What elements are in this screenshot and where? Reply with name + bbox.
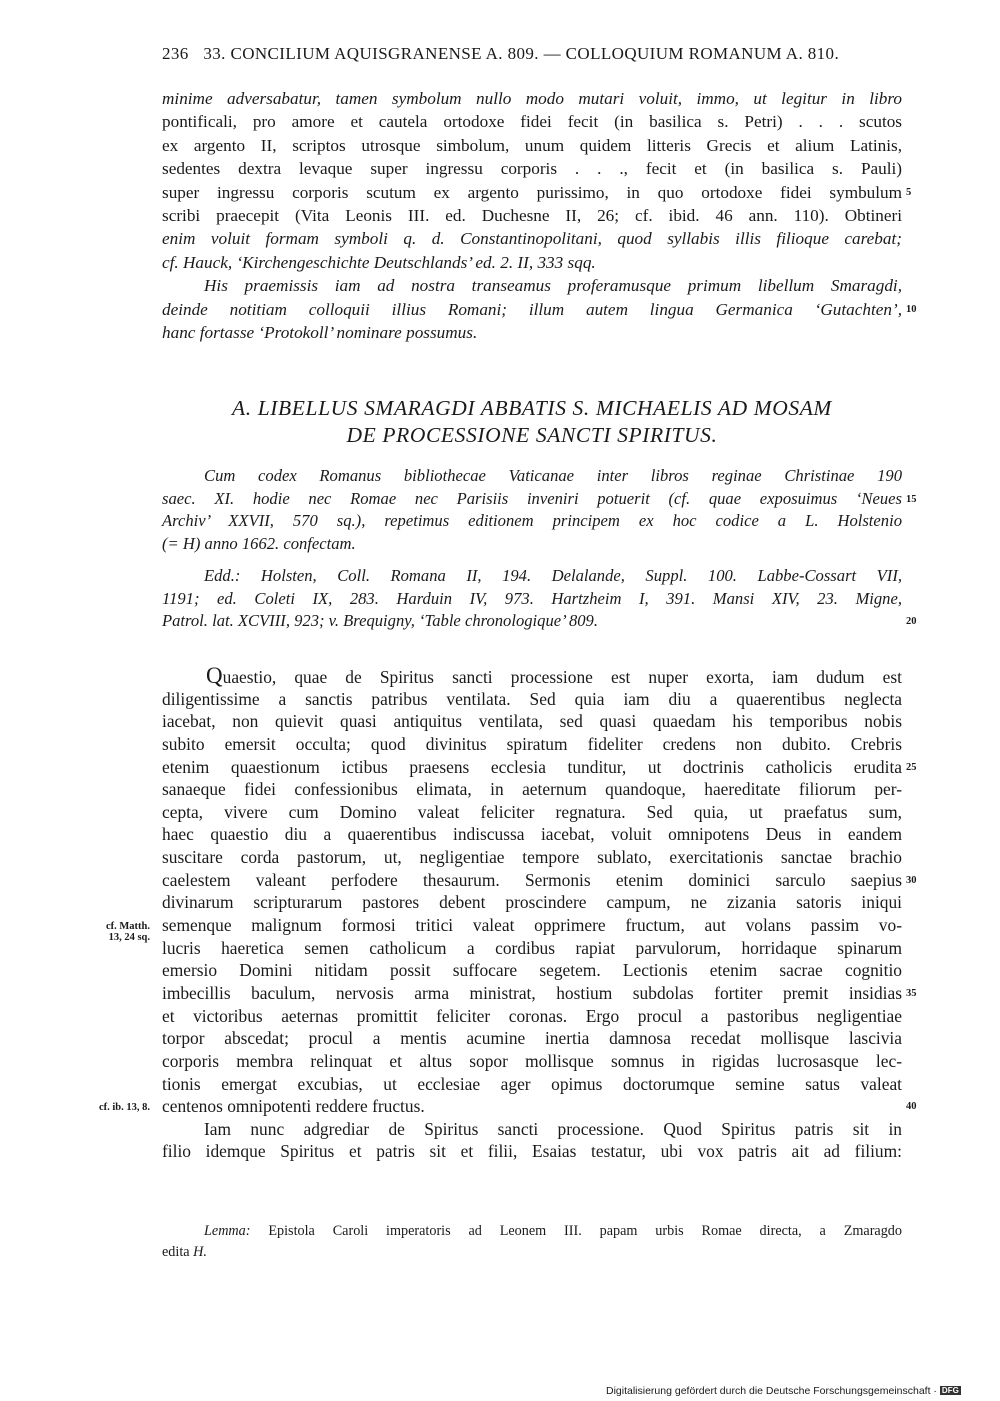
footer-text: Digitalisierung gefördert durch die Deutsche Forschungsgemeinschaft · [606,1385,937,1397]
line-text: etenim quaestionum ictibus praesens ecclesia tunditur, ut doctrinis catholicis erudita [162,756,902,777]
text-line [162,778,902,801]
line-text: centenos omnipotenti reddere fructus. [162,1096,425,1117]
line-text: diligentissime a sanctis patribus ventilata. Sed quia iam diu a quaerentibus neglecta [162,688,902,709]
line-number: 30 [906,874,917,886]
text-line [162,157,902,180]
line-text: saec. XI. hodie nec Romae nec Parisiis inveniri potuerit (cf. quae exposuimus ‘Neues [162,488,902,508]
line-text: (= H) anno 1662. confectam. [162,533,356,553]
title-line: DE PROCESSIONE SANCTI SPIRITUS. [346,423,718,447]
line-text: His praemissis iam ad nostra transeamus proferamusque primum libellum Smaragdi, [204,276,902,296]
text-line [162,533,902,556]
text-line [162,1073,902,1096]
text-line [162,869,917,892]
line-text: iacebat, non quievit quasi antiquitus ventilata, sed quasi quaedam his temporibus nobis [162,711,902,732]
line-number: 5 [906,186,912,198]
page-number: 236 [162,44,189,63]
line-number: 35 [906,987,917,999]
line-text: sedentes dextra levaque super ingressu corporis . . ., fecit et (in basilica s. Pauli) [162,159,902,179]
line-text: semenque malignum formosi tritici valeat opprimere fructum, aut volans passim vo- [162,915,902,936]
line-number: 40 [906,1101,917,1113]
line-text: cf. Hauck, ‘Kirchengeschichte Deutschlands’ ed. 2. II, 333 sqq. [162,252,596,272]
line-text: pontificali, pro amore et cautela ortodoxe fidei fecit (in basilica s. Petri) . . . scutos [162,112,902,132]
text-line [162,937,902,960]
text-line [162,87,902,110]
line-text: sanaeque fidei confessionibus elimata, in aeternum quandoque, haereditate filiorum per- [162,779,902,800]
line-text: torpor abscedat; procul a mentis acumine inertia damnosa recedat mollisque lascivia [162,1028,902,1049]
line-number: 20 [906,616,917,628]
line-text: Archiv’ XXVII, 570 sq.), repetimus editionem principem ex hoc codice a L. Holstenio [162,511,902,531]
text-line [162,1050,902,1073]
margin-reference: cf. ib. 13, 8. [98,1102,150,1114]
line-text: super ingressu corporis scutum ex argento purissimo, in quo ortodoxe fidei symbulum [162,182,902,202]
text-line [162,610,917,633]
line-text: tionis emergat excubias, ut ecclesiae ager opimus doctorumque semine satus valeat [162,1073,902,1094]
text-line [162,1095,917,1118]
text-line [162,488,917,511]
text-line [162,274,902,297]
text-line [162,298,917,321]
line-text: scribi praecepit (Vita Leonis III. ed. Duchesne II, 26; cf. ibid. 46 ann. 110). Obtineri [162,205,902,225]
line-text: corporis membra relinquat et altus sopor mollisque somnus in rigidas lucrosasque lec- [162,1050,902,1071]
text-line [162,891,902,914]
line-text: 1191; ed. Coleti IX, 283. Harduin IV, 973. Hartzheim I, 391. Mansi XIV, 23. Migne, [162,588,902,608]
text-line [162,688,902,711]
line-text: minime adversabatur, tamen symbolum nullo modo mutari voluit, immo, ut legitur in libro [162,89,902,108]
line-text: filio idemque Spiritus et patris sit et filii, Esaias testatur, ubi vox patris ait ad filium: [162,1141,902,1162]
text-line [162,846,902,869]
line-text: hanc fortasse ‘Protokoll’ nominare possumus. [162,322,478,342]
prefatory-note [162,465,917,555]
text-line [162,510,902,533]
dfg-footer [606,1385,961,1397]
line-text: lucris haeretica semen catholicum a cordibus rapiat parvulorum, horridaque spinarum [162,937,902,958]
margin-reference: 13, 24 sq. [108,932,150,944]
intro-paragraph [162,87,917,344]
line-text: suscitare corda pastorum, ut, negligentiae tempore sublato, exercitationis sanctae brachio [162,847,902,868]
lemma-text-cont: edita [162,1244,194,1260]
text-line [162,665,902,688]
text-line [162,588,902,611]
line-text: caelestem valeant perfodere thesaurum. Sermonis etenim dominici sarculo saepius [162,869,902,890]
text-line [162,1118,902,1141]
line-text: Iam nunc adgrediar de Spiritus sancti processione. Quod Spiritus patris sit in [204,1118,902,1139]
siglum: H. [193,1244,207,1260]
text-line [162,982,917,1005]
text-line [162,110,902,133]
editions-note [162,565,917,633]
text-line [162,204,902,227]
text-line [162,565,902,588]
text-line [162,1027,902,1050]
title-line: A. LIBELLUS SMARAGDI ABBATIS S. MICHAELIS AD MOSAM [232,396,832,420]
lemma-text: Epistola Caroli imperatoris ad Leonem III. papam urbis Romae directa, a Zmaragdo [268,1223,902,1239]
line-text: et victoribus aeternas promittit feliciter coronas. Ergo procul a pastoribus negligentiae [162,1005,902,1026]
line-text: divinarum scripturarum pastores debent proscindere campum, ne zizania satoris iniqui [162,892,902,913]
line-number: 10 [906,303,917,315]
line-text: haec quaestio diu a quaerentibus indiscussa iacebat, voluit omnipotens Deus in eandem [162,824,902,845]
text-line [162,756,917,779]
text-line [162,959,902,982]
line-text: subito emersit occulta; quod divinitus spiratum fideliter credens non dubito. Crebris [162,733,902,754]
main-text [162,663,917,1163]
line-number: 15 [906,493,917,505]
text-line [162,733,902,756]
running-title: 33. CONCILIUM AQUISGRANENSE A. 809. — COLLOQUIUM ROMANUM A. 810. [203,44,840,63]
text-line [162,251,902,274]
text-line [162,181,912,204]
text-line [162,710,902,733]
section-title [162,395,902,449]
text-line [162,465,902,488]
text-line [162,1140,902,1163]
line-text: cepta, vivere cum Domino valeat feliciter regnatura. Sed quia, ut praefatus sum, [162,801,902,822]
margin-reference: cf. Matth. [105,921,150,933]
footnote-line [162,1242,902,1263]
line-text: imbecillis baculum, nervosis arma ministrat, hostium subdolas fortiter premit insidias [162,982,902,1003]
line-number: 25 [906,761,917,773]
footnote-line [162,1221,902,1242]
line-text: uaestio, quae de Spiritus sancti processione est nuper exorta, iam dudum est [222,667,902,687]
line-text: emersio Domini nitidam possit suffocare segetem. Lectionis etenim sacrae cognitio [162,960,902,981]
text-line [162,321,902,344]
text-line [162,134,902,157]
line-text: Edd.: Holsten, Coll. Romana II, 194. Delalande, Suppl. 100. Labbe-Cossart VII, [204,566,902,585]
line-text: Patrol. lat. XCVIII, 923; v. Brequigny, ‘Table chronologique’ 809. [162,611,598,631]
drop-cap: Q [206,663,223,688]
text-line [162,823,902,846]
running-header [162,44,902,64]
dfg-logo: DFG [941,1386,959,1395]
text-line [162,1005,902,1028]
line-text: ex argento II, scriptos utrosque simbolum, unum quidem litteris Grecis et alium Latinis, [162,135,902,155]
lemma-label: Lemma: [204,1223,251,1239]
line-text: deinde notitiam colloquii illius Romani; illum autem lingua Germanica ‘Gutachten’, [162,299,902,319]
text-line [162,914,902,937]
footnote [162,1221,902,1263]
text-line [162,227,902,250]
text-line [162,801,902,824]
line-text: Cum codex Romanus bibliothecae Vaticanae inter libros reginae Christinae 190 [204,466,902,485]
line-text: enim voluit formam symboli q. d. Constantinopolitani, quod syllabis illis filioque carebat; [162,229,902,249]
